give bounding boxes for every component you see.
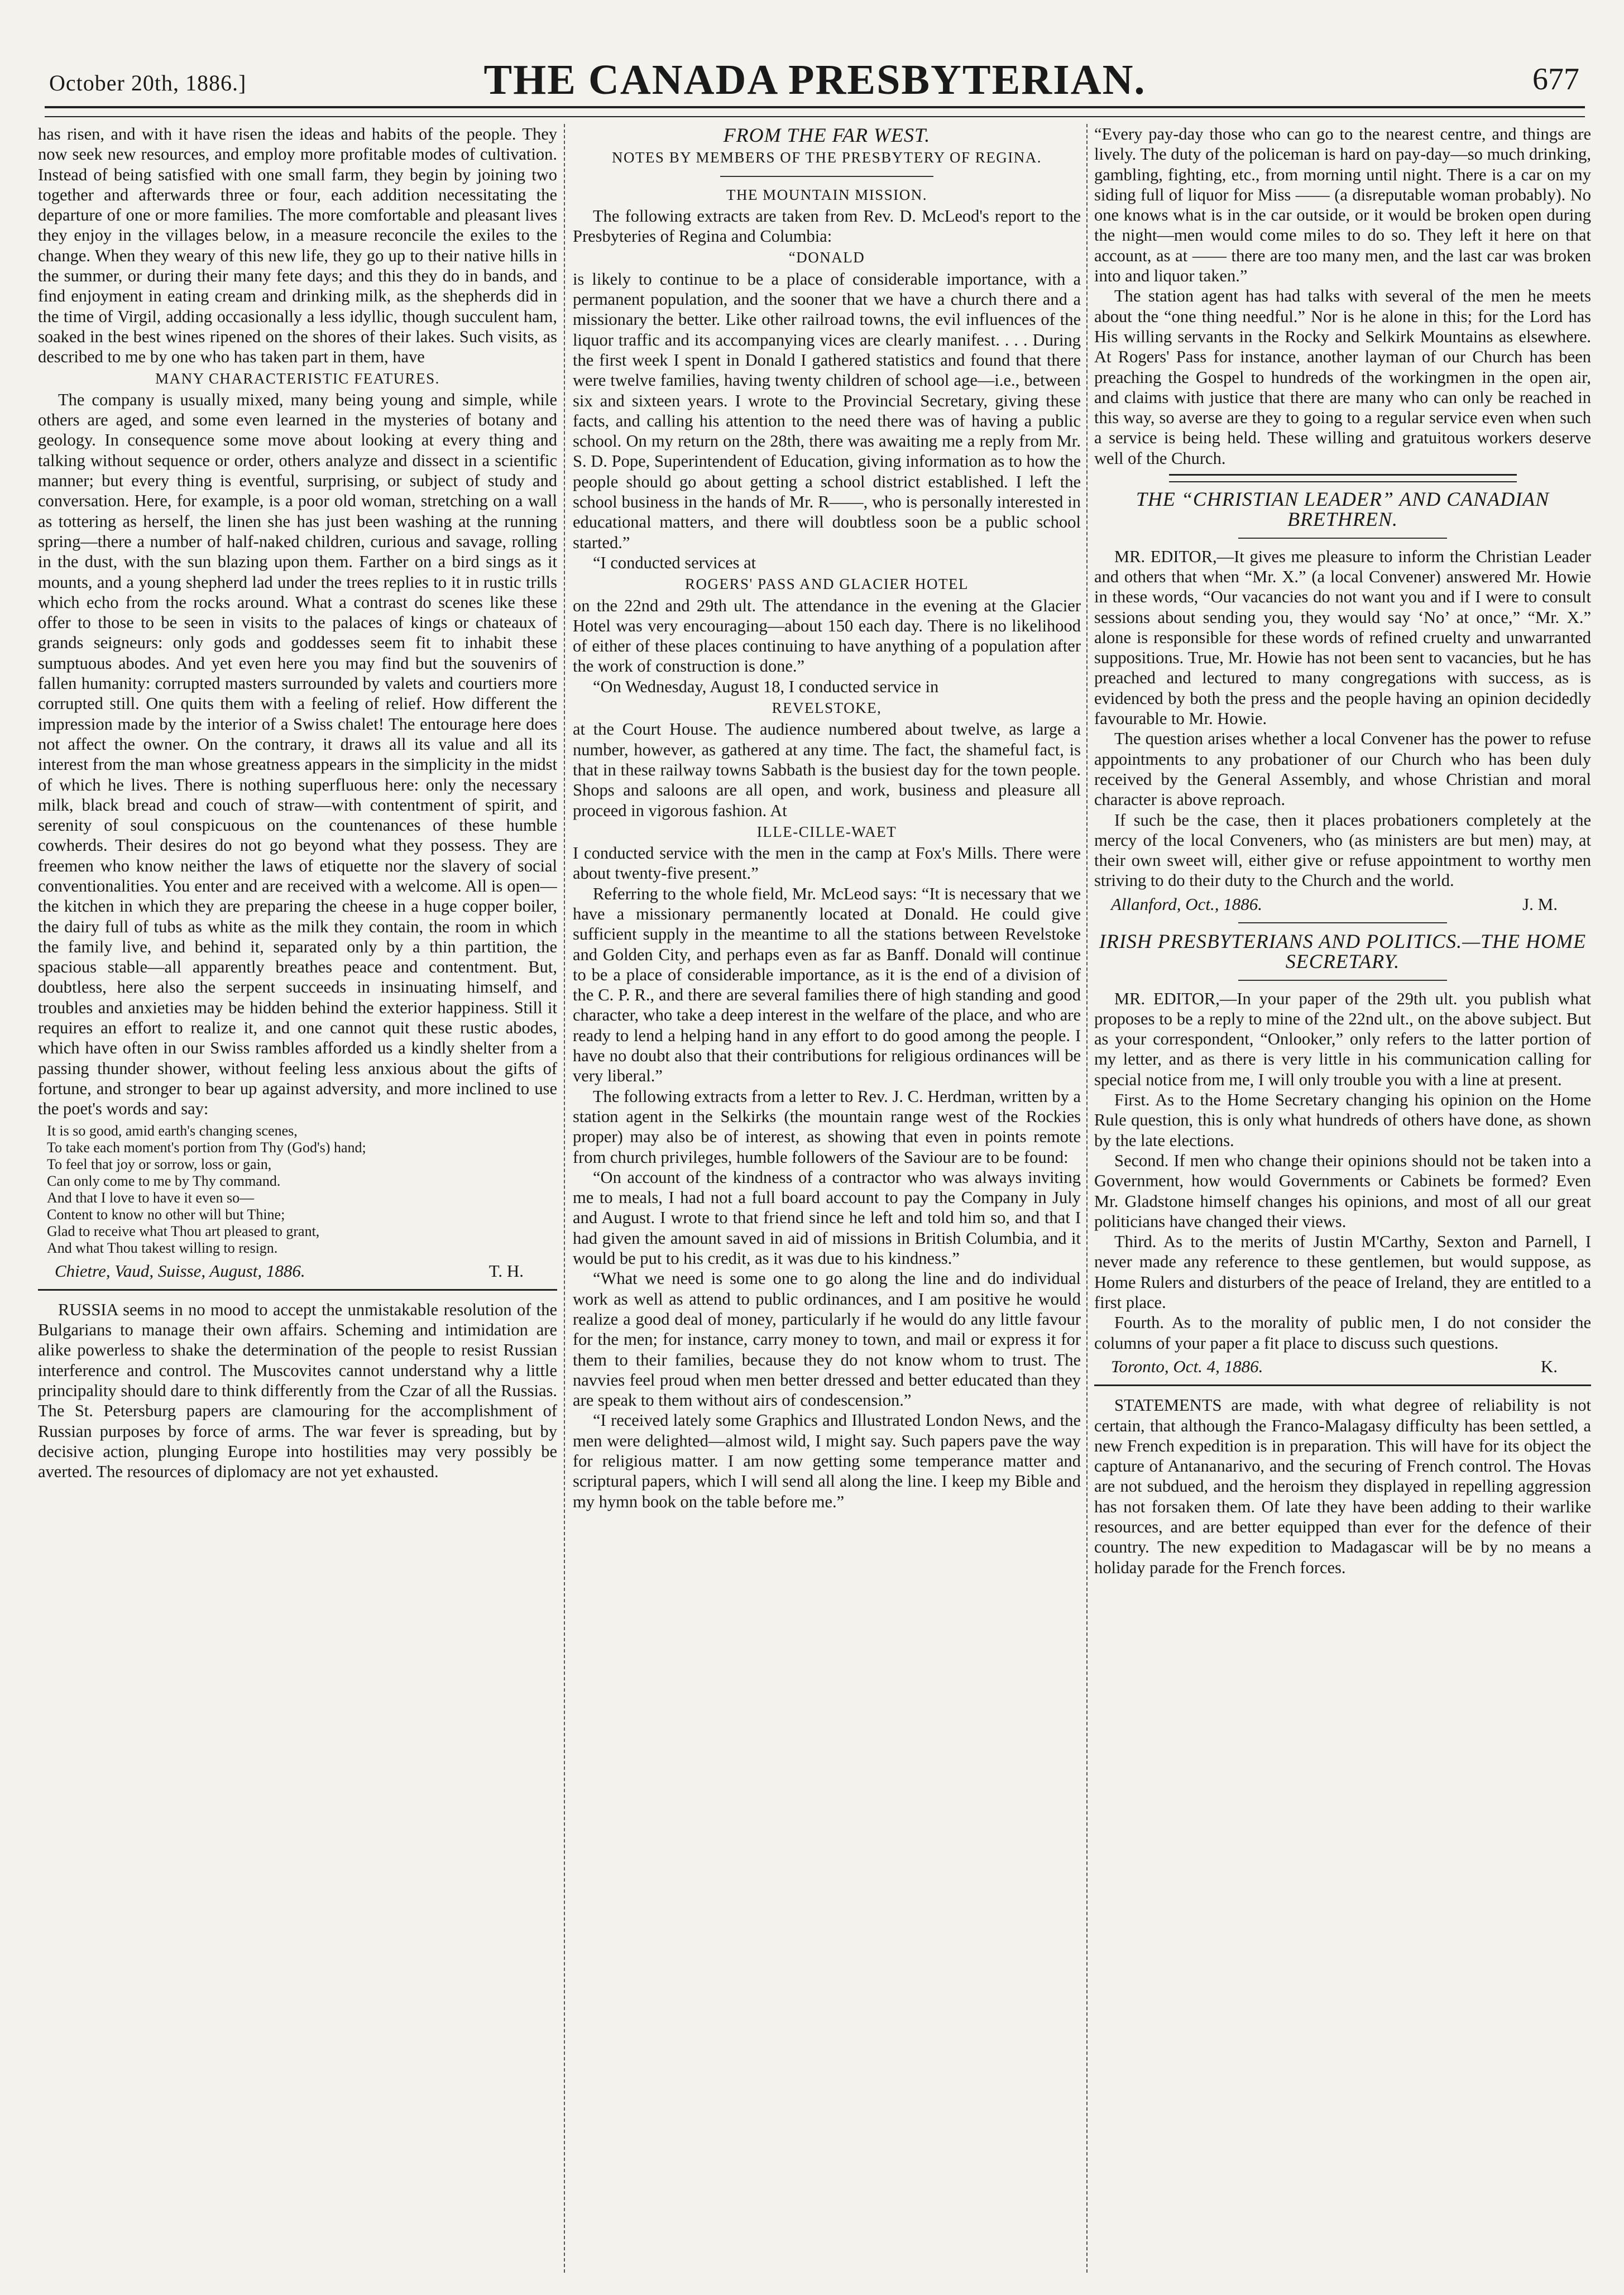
signature-initials: K.: [1540, 1356, 1558, 1376]
poem-line: It is so good, amid earth's changing scenes,: [47, 1122, 298, 1139]
letter-paragraph: Third. As to the merits of Justin M'Carthy, Sexton and Parnell, I never made any reference to these gentlemen, but would suppose, as Home Rulers and disturbers of the peace of Ireland, they are entitled to a first place.: [1094, 1232, 1591, 1312]
article-subhead: THE MOUNTAIN MISSION.: [726, 186, 928, 203]
article-paragraph: The following extracts are taken from Rev. D. McLeod's report to the Presbyteries of Regina and Columbia:: [573, 206, 1081, 246]
article-paragraph: “I received lately some Graphics and Illustrated London News, and the men were delighted—almost wild, I might say. Such papers pave the way for religious matter. I am now getting some temperance matter and scriptural papers, which I will send all along the line. I keep my Bible and my hymn book on the table before me.”: [573, 1411, 1081, 1511]
poem-line: And what Thou takest willing to resign.: [47, 1239, 278, 1256]
article-headline: THE “CHRISTIAN LEADER” AND CANADIAN BRETHREN.: [1136, 488, 1550, 531]
place-heading: ROGERS' PASS AND GLACIER HOTEL: [685, 576, 969, 593]
letter-paragraph: Fourth. As to the morality of public men, I do not consider the columns of your paper a fit place to discuss such questions.: [1094, 1313, 1591, 1353]
article-headline: FROM THE FAR WEST.: [723, 124, 931, 146]
letter-paragraph: First. As to the Home Secretary changing his opinion on the Home Rule question, this is only what hundreds of others have done, as shown by the late elections.: [1094, 1090, 1591, 1150]
short-rule: [1238, 538, 1447, 539]
article-paragraph: “On account of the kindness of a contractor who was always inviting me to meals, I had not a full board account to pay the Company in July and August. I wrote to that friend since he left and told him so, and that I had given the amount saved in aid of missions in British Columbia, and it would be put to his credit, as it was due to his kindness.”: [573, 1167, 1081, 1268]
signature-line: [1094, 894, 1591, 914]
article-paragraph: on the 22nd and 29th ult. The attendance in the evening at the Glacier Hotel was very encouraging—about 150 each day. There is no likelihood of either of these places continuing to have anything of a population after the work of construction is done.”: [573, 596, 1081, 676]
section-subhead: MANY CHARACTERISTIC FEATURES.: [155, 370, 440, 387]
page-number: 677: [1532, 62, 1579, 97]
letter-paragraph: The question arises whether a local Convener has the power to refuse appointments to any probationer of our Church who has been duly received by the General Assembly, and whose Christian and moral character is above reproach.: [1094, 729, 1591, 809]
column-right: [1094, 124, 1591, 2264]
signature-initials: T. H.: [488, 1261, 524, 1281]
article-paragraph: STATEMENTS are made, with what degree of reliability is not certain, that although the Franco-Malagasy difficulty has been settled, a new French expedition is in preparation. This will have for its object the capture of Antananarivo, and the securing of French control. The Hovas are not subdued, and the heroism they displayed in repelling aggression has not forsaken them. Of late they have been adding to their warlike resources, and are better equipped than ever for the defence of their country. The new expedition to Madagascar will be by no means a holiday parade for the French forces.: [1094, 1396, 1591, 1577]
short-rule: [1238, 922, 1447, 923]
issue-date: October 20th, 1886.]: [49, 70, 247, 95]
column-divider: [564, 124, 565, 2273]
article-paragraph: The company is usually mixed, many being young and simple, while others are aged, and some even learned in the mysteries of botany and geology. In consequence some move about looking at every thing and talking without sequence or order, others analyze and dissect in a scientific manner; but every thing is eventful, surprising, or subject of study and conversation. Here, for example, is a poor old woman, stretching on a wall as tottering as herself, the linen she has just been washing at the running spring—there a number of half-naked children, curious and savage, rolling in the dust, with the sun blazing upon them. Farther on a bird sings as it mounts, and a young shepherd lad under the trees replies to it in rustic trills which echo from the rocks around. What a contrast do scenes like these offer to those to be seen in visits to the palaces of kings or chateaux of grands seigneurs: only gods and goddesses seem fit to inhabit these sumptuous abodes. And yet even here you may find but the souvenirs of fallen humanity: corrupted masters surrounded by valets and courtiers more corrupted still. One quits them with a feeling of relief. How different the impression made by the interior of a Swiss chalet! The entourage here does not affect the owner. On the contrary, it draws all its value and all its interest from the man whose greatness appears in the simplicity in the midst of which he lives. There is nothing superfluous here: only the necessary milk, black bread and couch of straw—with contentment of spirit, and serenity of soul conspicuous on the countenances of these humble cowherds. Their desires do not go beyond what they possess. They are freemen who know neither the laws of etiquette nor the slavery of social conventionalities. You enter and are received with a welcome. All is open—the kitchen in which they are preparing the cheese in a huge copper boiler, the dairy full of tubs as white as the milk they contain, the room in which the family live, and behind it, separated only by a thin partition, the spacious stable—all apparently breathes peace and contentment. But, doubtless, here also the serpent succeeds in insinuating himself, and troubles and anxieties may be hidden behind the exterior happiness. Still it requires an effort to realize it, and one cannot quit these rustic abodes, which have often in our Swiss rambles afforded us a kindly shelter from a passing thunder shower, without feeling less anxious about the gifts of fortune, and stronger to bear up against adversity, and more inclined to use the poet's words and say:: [38, 390, 557, 1119]
signature-place: Chietre, Vaud, Suisse, August, 1886.: [55, 1261, 305, 1281]
poem-line: Glad to receive what Thou art pleased to grant,: [47, 1223, 320, 1239]
signature-place: Allanford, Oct., 1886.: [1111, 894, 1262, 914]
letter-paragraph: Second. If men who change their opinions should not be taken into a Government, how would Governments or Cabinets be formed? Even Mr. Gladstone himself changes his opinions, and most of all our great politicians have changed their views.: [1094, 1151, 1591, 1231]
article-paragraph: “I conducted services at: [593, 553, 756, 572]
masthead-rule: [45, 106, 1585, 117]
poem-line: To feel that joy or sorrow, loss or gain,: [47, 1156, 272, 1172]
poem-line: And that I love to have it even so—: [47, 1189, 255, 1206]
place-heading: ILLE-CILLE-WAET: [756, 823, 897, 840]
signature-line: [1094, 1357, 1591, 1377]
article-paragraph: The station agent has had talks with several of the men he meets about the “one thing needful.” Nor is he alone in this; for the Lord has His willing servants in the Rocky and Selkirk Mountains as elsewhere. At Rogers' Pass for instance, another layman of our Church has been preaching the Gospel to hundreds of the workingmen in the open air, and claims with justice that there are many who can only be reached in this way, so averse are they to going to a regular service even when such a service is being held. These willing and gratuitous workers deserve well of the Church.: [1094, 286, 1591, 468]
letter-paragraph: If such be the case, then it places probationers completely at the mercy of the local Conveners, who (as ministers are but men) may, at their own sweet will, either give or refuse appointment to worthy men striving to do their duty to the Church and the world.: [1094, 810, 1591, 890]
article-paragraph: The following extracts from a letter to Rev. J. C. Herdman, written by a station agent in the Selkirks (the mountain range west of the Rockies proper) may also be of interest, as showing that even in points remote from church privileges, humble followers of the Saviour are to be found:: [573, 1086, 1081, 1167]
place-heading: “DONALD: [788, 249, 865, 266]
article-paragraph: is likely to continue to be a place of considerable importance, with a permanent population, and the sooner that we have a church there and a missionary the better. Like other railroad towns, the evil influences of the liquor traffic and its accompanying vices are clearly manifest. . . . During the first week I spent in Donald I gathered statistics and found that there were twelve families, having twenty children of school age—i.e., between six and sixteen years. I wrote to the Provincial Secretary, giving these facts, and calling his attention to the need there was of having a public school. On my return on the 28th, there was awaiting me a reply from Mr. S. D. Pope, Superintendent of Education, giving information as to how the people should go about getting a school district established. I left the school business in the hands of Mr. R——, who is personally interested in educational matters, and there will doubtless soon be a public school started.”: [573, 269, 1081, 552]
article-paragraph: has risen, and with it have risen the ideas and habits of the people. They now seek new resources, and employ more profitable modes of cultivation. Instead of being satisfied with one small farm, they begin by joining two together and afterwards three or four, each addition necessitating the departure of one or more families. The more comfortable and pleasant lives they enjoy in the villages below, in a measure reconcile the exiles to the change. When they weary of this new life, they go up to their native hills in the summer, or during their many fete days; and this they do in bands, and find enjoyment in eating cream and drinking milk, as the shepherds did in the time of Virgil, adding occasionally a less idyllic, though succulent ham, soaked in the best wines ripened on the shores of their lakes. Such visits, as described to me by one who has taken part in them, have: [38, 124, 557, 367]
signature-initials: J. M.: [1522, 894, 1558, 914]
article-paragraph: RUSSIA seems in no mood to accept the unmistakable resolution of the Bulgarians to manage their own affairs. Scheming and intimidation are alike powerless to shake the determination of the people to resist Russian interference and control. The Muscovites cannot understand why a little principality should dare to think differently from the Czar of all the Russias. The St. Petersburg papers are clamouring for the accomplishment of Russian purposes by force of arms. The war fever is spreading, but by decisive action, plunging Europe into hostilities may very possibly be averted. The resources of diplomacy are not yet exhausted.: [38, 1300, 557, 1482]
poem: [38, 1123, 557, 1257]
masthead: [45, 22, 1585, 106]
section-rule: [1169, 474, 1517, 482]
column-divider: [1086, 124, 1088, 2273]
poem-line: Can only come to me by Thy command.: [47, 1172, 281, 1189]
place-heading: REVELSTOKE,: [772, 699, 882, 717]
poem-line: Content to know no other will but Thine;: [47, 1206, 285, 1223]
letter-paragraph: MR. EDITOR,—In your paper of the 29th ult. you publish what proposes to be a reply to mine of the 22nd ult., on the above subject. But as your correspondent, “Onlooker,” only refers to the latter portion of my letter, and as there is very little in his communication calling for special notice from me, I will only trouble you with a line at present.: [1094, 989, 1591, 1089]
section-rule: [38, 1289, 557, 1291]
newspaper-title: THE CANADA PRESBYTERIAN.: [483, 56, 1146, 103]
article-paragraph: “Every pay-day those who can go to the nearest centre, and things are lively. The duty of the policeman is hard on pay-day—so much drinking, gambling, fighting, etc., from morning until night. There is a car on my siding full of liquor for Miss —— (a disreputable woman probably). No one knows what is in the car outside, or it would be broken open during the night—men would come miles to do so. They left it here on that account, as at —— there are too many men, and the last car was broken into and liquor taken.”: [1094, 124, 1591, 286]
poem-line: To take each moment's portion from Thy (God's) hand;: [47, 1139, 366, 1156]
article-paragraph: “On Wednesday, August 18, I conducted service in: [593, 677, 939, 696]
article-paragraph: I conducted service with the men in the camp at Fox's Mills. There were about twenty-five present.”: [573, 844, 1081, 883]
article-paragraph: Referring to the whole field, Mr. McLeod says: “It is necessary that we have a missionary permanently located at Donald. He could give sufficient supply in the meantime to all the stations between Revelstoke and Golden City, and perhaps even as far as Banff. Donald will continue to be a place of considerable importance, as it is the end of a division of the C. P. R., and there are several families there of high standing and good character, who take a deep interest in the welfare of the place, and who are ready to lend a helping hand in any effort to do good among the people. I have no doubt also that their contributions for religious ordinances will be very liberal.”: [573, 884, 1081, 1086]
column-middle: [573, 124, 1081, 2264]
signature-place: Toronto, Oct. 4, 1886.: [1111, 1356, 1263, 1376]
short-rule: [1238, 980, 1447, 981]
short-rule: [720, 176, 933, 177]
article-subhead: NOTES BY MEMBERS OF THE PRESBYTERY OF REGINA.: [611, 149, 1042, 166]
article-paragraph: “What we need is some one to go along the line and do individual work as well as attend to public ordinances, and I am positive he would realize a good deal of money, particularly if he would do any little favour for the men; for instance, carry money to town, and mail or express it for them to their families, because they do not know whom to trust. The navvies feel proud when men better dressed and better educated than they are speak to them without airs of condescension.”: [573, 1269, 1081, 1410]
article-paragraph: at the Court House. The audience numbered about twelve, as large a number, however, as gathered at any time. The fact, the shameful fact, is that in these railway towns Sabbath is the busiest day for the town people. Shops and saloons are all open, and work, business and pleasure all proceed in vigorous fashion. At: [573, 720, 1081, 820]
section-rule: [1094, 1384, 1591, 1386]
column-left: [38, 124, 557, 2264]
letter-paragraph: MR. EDITOR,—It gives me pleasure to inform the Christian Leader and others that when “Mr. X.” (a local Convener) answered Mr. Howie in these words, “Our vacancies do not want you and if I were to consult sessions about sending you, they would say ‘No’ at once,” “Mr. X.” alone is responsible for these words of refined cruelty and unwarranted suppositions. True, Mr. Howie has not been sent to vacancies, but he has preached and lectured to many congregations with success, as is evidenced by both the press and the people having an opinion decidedly favourable to Mr. Howie.: [1094, 547, 1591, 729]
signature-line: [38, 1261, 557, 1281]
article-headline: IRISH PRESBYTERIANS AND POLITICS.—THE HOME SECRETARY.: [1099, 930, 1587, 973]
